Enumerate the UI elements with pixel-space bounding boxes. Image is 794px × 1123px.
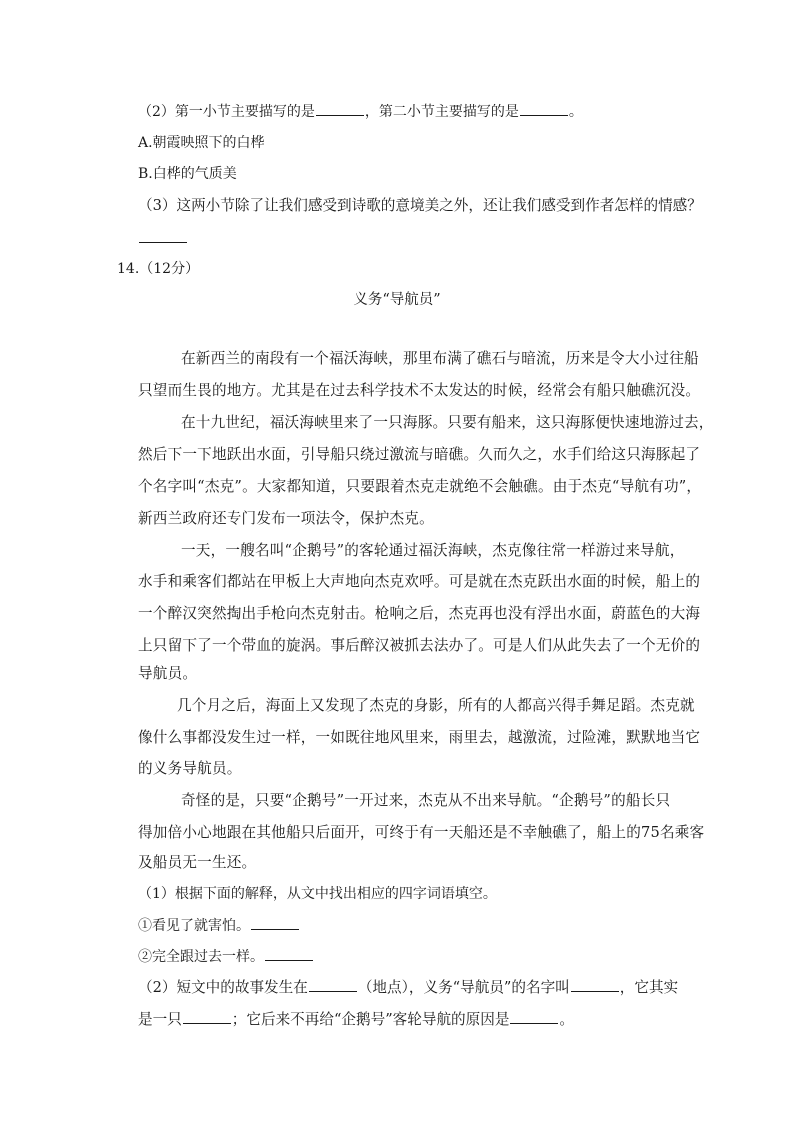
q14-sub2-text-e: ；它后来不再给“企鹅号”客轮导航的原因是: [231, 1011, 510, 1028]
q14-sub1-item1-text: ①看见了就害怕。: [138, 918, 250, 934]
q14-sub2-text-f: 。: [559, 1011, 575, 1028]
q14-sub2-text-b: （地点），义务“导航员”的名字叫: [357, 979, 570, 996]
passage-line: 几个月之后，海面上又发现了杰克的身影，所有的人都高兴得手舞足蹈。杰克就: [177, 697, 695, 714]
answer-blank[interactable]: [251, 915, 299, 930]
passage-line: 及船员无一生还。: [138, 854, 257, 871]
passage-line: 得加倍小心地跟在其他船只后面开，可终于有一天船还是不幸触礁了，船上的75名乘客: [138, 824, 705, 841]
q14-sub2-text-a: （2）短文中的故事发生在: [138, 979, 308, 996]
passage-line: 奇怪的是，只要“企鹅号”一开过来，杰克从不出来导航。“企鹅号”的船长只: [181, 792, 671, 809]
passage-line: 在新西兰的南段有一个福沃海峡，那里布满了礁石与暗流，历来是令大小过往船: [181, 350, 699, 367]
passage-line: 新西兰政府还专门发布一项法令，保护杰克。: [138, 510, 434, 527]
answer-blank[interactable]: [316, 101, 364, 116]
passage-line: 水手和乘客们都站在甲板上大声地向杰克欢呼。可是就在杰克跃出水面的时候，船上的: [138, 573, 701, 590]
answer-blank[interactable]: [510, 1009, 558, 1024]
passage-line: 的义务导航员。: [138, 760, 242, 777]
passage-title: 义务“导航员”: [353, 292, 441, 308]
answer-blank[interactable]: [571, 977, 619, 992]
q13-sub2: [138, 101, 583, 122]
passage-line: 上只留下了一个带血的旋涡。事后醉汉被抓去法办了。可是人们从此失去了一个无价的: [138, 637, 701, 654]
q14-header: 14.（12分）: [117, 261, 200, 277]
q13-sub2-text-a: （2）第一小节主要描写的是: [138, 104, 315, 120]
q14-sub2-text-d: 是一只: [138, 1011, 182, 1028]
q14-sub2-line2: [138, 1009, 574, 1030]
passage-line: 个名字叫“杰克”。大家都知道，只要跟着杰克走就绝不会触礁。由于杰克“导航有功”，: [138, 478, 702, 495]
passage-line: 然后下一下地跃出水面，引导船只绕过激流与暗礁。久而久之，水手们给这只海豚起了: [138, 446, 701, 463]
answer-blank[interactable]: [183, 1009, 231, 1024]
q14-sub2-text-c: ，它其实: [619, 979, 679, 996]
answer-blank[interactable]: [139, 228, 187, 243]
passage-line: 一个醉汉突然掏出手枪向杰克射击。枪响之后，杰克再也没有浮出水面，蔚蓝色的大海: [138, 605, 701, 622]
passage-line: 一天，一艘名叫“企鹅号”的客轮通过福沃海峡，杰克像往常一样游过来导航，: [181, 542, 685, 559]
q13-option-a: A.朝霞映照下的白桦: [138, 135, 265, 151]
q14-sub1-item1: [138, 915, 300, 936]
q13-sub3: （3）这两小节除了让我们感受到诗歌的意境美之外，还让我们感受到作者怎样的情感？: [138, 197, 702, 214]
passage-line: 像什么事都没发生过一样，一如既往地风里来，雨里去，越激流，过险滩，默默地当它: [138, 729, 701, 746]
q13-sub3-answer-line: [138, 228, 188, 249]
q13-option-b: B.白桦的气质美: [138, 166, 237, 182]
passage-line: 在十九世纪，福沃海峡里来了一只海豚。只要有船来，这只海豚便快速地游过去，: [181, 414, 714, 431]
passage-line: 只望而生畏的地方。尤其是在过去科学技术不太发达的时候，经常会有船只触礁沉没。: [138, 382, 701, 399]
q14-sub2-line1: [138, 977, 678, 998]
q13-sub2-text-c: 。: [568, 104, 583, 120]
answer-blank[interactable]: [309, 977, 357, 992]
q13-sub2-text-b: ，第二小节主要描写的是: [364, 104, 519, 120]
answer-blank[interactable]: [520, 101, 568, 116]
q14-sub1-item2-text: ②完全跟过去一样。: [138, 949, 264, 965]
passage-line: 导航员。: [138, 665, 198, 682]
q14-sub1: （1）根据下面的解释，从文中找出相应的四字词语填空。: [138, 886, 497, 902]
answer-blank[interactable]: [265, 946, 313, 961]
q14-sub1-item2: [138, 946, 314, 967]
